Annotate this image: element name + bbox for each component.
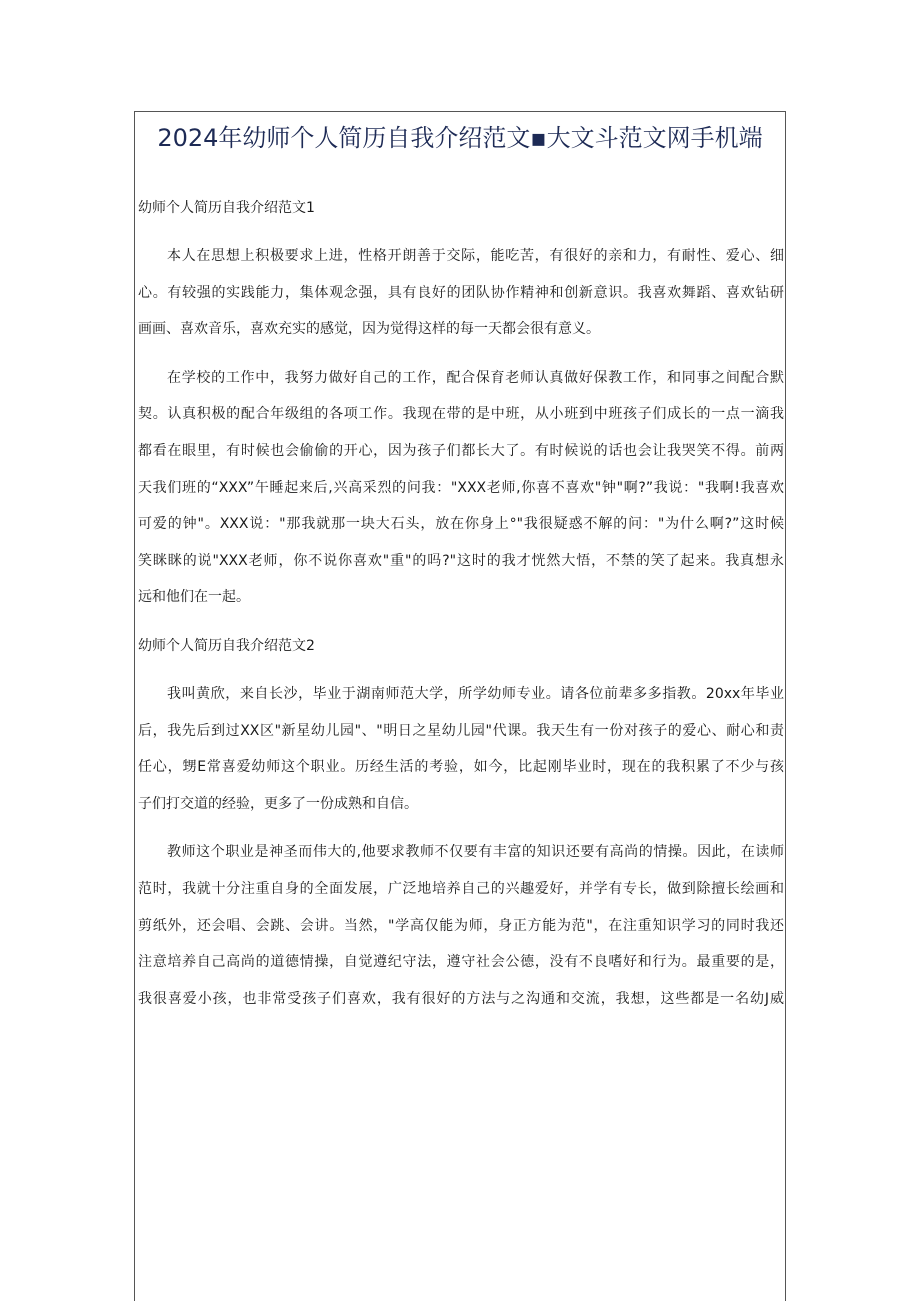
- text-line: 画画、喜欢音乐，喜欢充实的感觉，因为觉得这样的每一天都会很有意义。: [138, 321, 600, 338]
- text-line: 远和他们在一起。: [138, 589, 250, 606]
- paragraph-1-1: [138, 238, 784, 348]
- text-line: 我叫黄欣，来自长沙，毕业于湖南师范大学，所学幼师专业。请各位前辈多多指教。20xx年毕业: [167, 685, 784, 702]
- section-heading-1: 幼师个人简历自我介绍范文1: [138, 200, 315, 216]
- text-line: 天我们班的“XXX”午睡起来后,兴高采烈的问我："XXX老师,你喜不喜欢"钟"啊?”我说："我啊!我喜欢: [138, 479, 784, 496]
- text-line: 我很喜爱小孩，也非常受孩子们喜欢，我有很好的方法与之沟通和交流，我想，这些都是一名幼J威: [138, 990, 784, 1007]
- text-line: 剪纸外，还会唱、会跳、会讲。当然，"学高仅能为师，身正方能为范"，在注重知识学习的同时我还: [138, 917, 784, 934]
- paragraph-2-2: [138, 834, 784, 1017]
- text-line: 心。有较强的实践能力，集体观念强，具有良好的团队协作精神和创新意识。我喜欢舞蹈、喜欢钻研: [138, 284, 784, 301]
- paragraph-2-1: [138, 676, 784, 822]
- text-line: 笑眯眯的说"XXX老师，你不说你喜欢"重"的吗?"这时的我才恍然大悟，不禁的笑了起来。我真想永: [138, 552, 784, 569]
- text-line: 子们打交道的经验，更多了一份成熟和自信。: [138, 795, 418, 812]
- text-line: 都看在眼里，有时候也会偷偷的开心，因为孩子们都长大了。有时候说的话也会让我哭笑不得。前两: [138, 442, 784, 459]
- document-title: 2024年幼师个人简历自我介绍范文▪大文斗范文网手机端: [157, 124, 763, 152]
- document-body: [138, 190, 784, 1029]
- text-line: 任心，甥E常喜爱幼师这个职业。历经生活的考验，如今，比起刚毕业时，现在的我积累了不少与孩: [138, 759, 784, 776]
- text-line: 可爱的钟"。XXX说："那我就那一块大石头，放在你身上°"我很疑惑不解的问："为什么啊?”这时候: [138, 516, 784, 533]
- text-line: 后，我先后到过XX区"新星幼儿园"、"明日之星幼儿园"代课。我天生有一份对孩子的爱心、耐心和责: [138, 722, 784, 739]
- text-line: 本人在思想上积极要求上进，性格开朗善于交际，能吃苦，有很好的亲和力，有耐性、爱心、细: [167, 248, 784, 264]
- text-line: 范时，我就十分注重自身的全面发展，广泛地培养自己的兴趣爱好，并学有专长，做到除擅长绘画和: [138, 880, 784, 897]
- text-line: 在学校的工作中，我努力做好自己的工作，配合保育老师认真做好保教工作，和同事之间配合默: [167, 369, 784, 386]
- section-heading-2: 幼师个人简历自我介绍范文2: [138, 637, 315, 654]
- text-line: 教师这个职业是神圣而伟大的,他要求教师不仅要有丰富的知识还要有高尚的情操。因此，在读师: [167, 844, 784, 861]
- text-line: 注意培养自己高尚的道德情操，自觉遵纪守法，遵守社会公德，没有不良嗜好和行为。最重要的是，: [138, 954, 784, 971]
- text-line: 契。认真积极的配合年级组的各项工作。我现在带的是中班，从小班到中班孩子们成长的一点一滴我: [138, 406, 784, 423]
- paragraph-1-2: [138, 360, 784, 616]
